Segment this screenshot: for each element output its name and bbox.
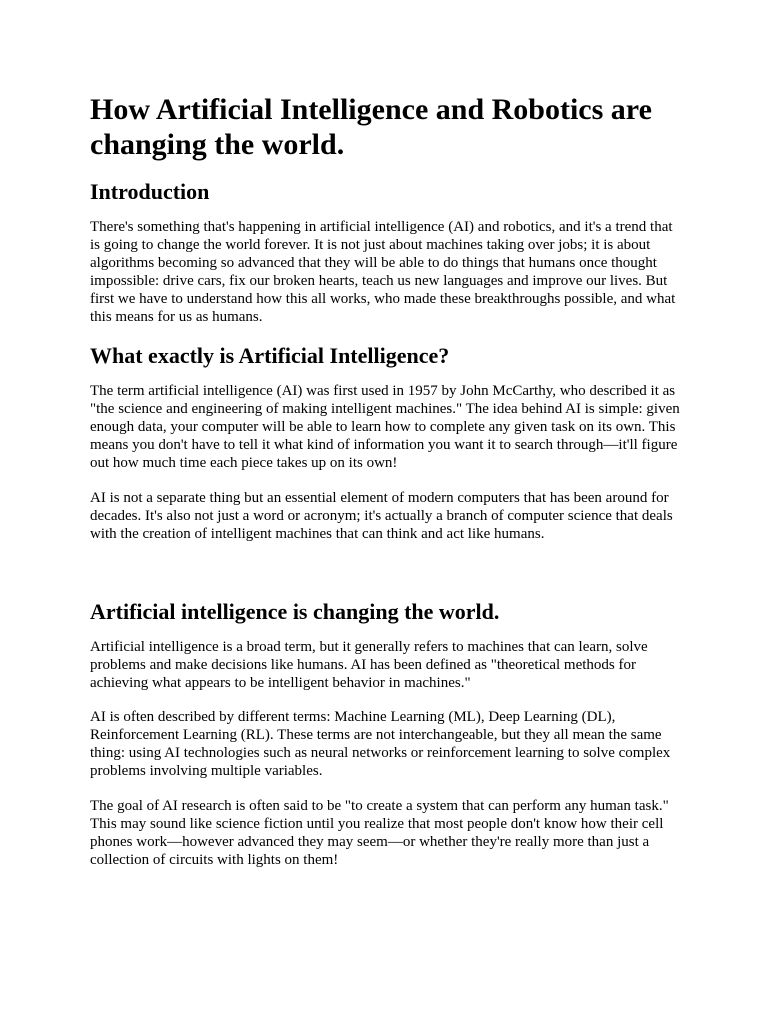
paragraph: There's something that's happening in artificial intelligence (AI) and robotics, and it's a trend that is going to change the world forever. It is not just about machines taking over jobs; it is about algorithms becoming so advanced that they will be able to do things that humans once thought impossible: drive cars, fix our broken hearts, teach us new languages and improve our lives. But first we have to understand how this all works, who made these breakthroughs possible, and what this means for us as humans. xyxy=(90,219,676,325)
paragraph: Artificial intelligence is a broad term, but it generally refers to machines that can learn, solve problems and make decisions like humans. AI has been defined as "theoretical methods for achieving what appears to be intelligent behavior in machines." xyxy=(90,638,648,691)
document-page xyxy=(90,92,682,887)
section-heading-introduction: Introduction xyxy=(90,179,210,204)
section-heading-ai-changing-world: Artificial intelligence is changing the world. xyxy=(90,598,500,624)
paragraph: AI is not a separate thing but an essential element of modern computers that has been around for decades. It's also not just a word or acronym; it's actually a branch of computer science that deals with the creation of intelligent machines that can think and act like humans. xyxy=(90,489,673,542)
document-title: How Artificial Intelligence and Robotics are changing the world. xyxy=(90,93,652,161)
section-heading-what-is-ai: What exactly is Artificial Intelligence? xyxy=(90,343,450,369)
paragraph: AI is often described by different terms: Machine Learning (ML), Deep Learning (DL), Reinforcement Learning (RL). These terms are not interchangeable, but they all mean the same thing: using AI technologies such as neural networks or reinforcement learning to solve complex problems involving multiple variables. xyxy=(90,709,671,780)
paragraph: The term artificial intelligence (AI) was first used in 1957 by John McCarthy, who described it as "the science and engineering of making intelligent machines." The idea behind AI is simple: given enough data, your computer will be able to learn how to complete any given task on its own. This means you don't have to tell it what kind of information you want it to search through—it'll figure out how much time each piece takes up on its own! xyxy=(90,383,680,472)
paragraph: The goal of AI research is often said to be "to create a system that can perform any human task." This may sound like science fiction until you realize that most people don't know how their cell phones work—however advanced they may seem—or whether they're really more than just a collection of circuits with lights on them! xyxy=(90,798,669,868)
section-spacer xyxy=(90,561,682,599)
